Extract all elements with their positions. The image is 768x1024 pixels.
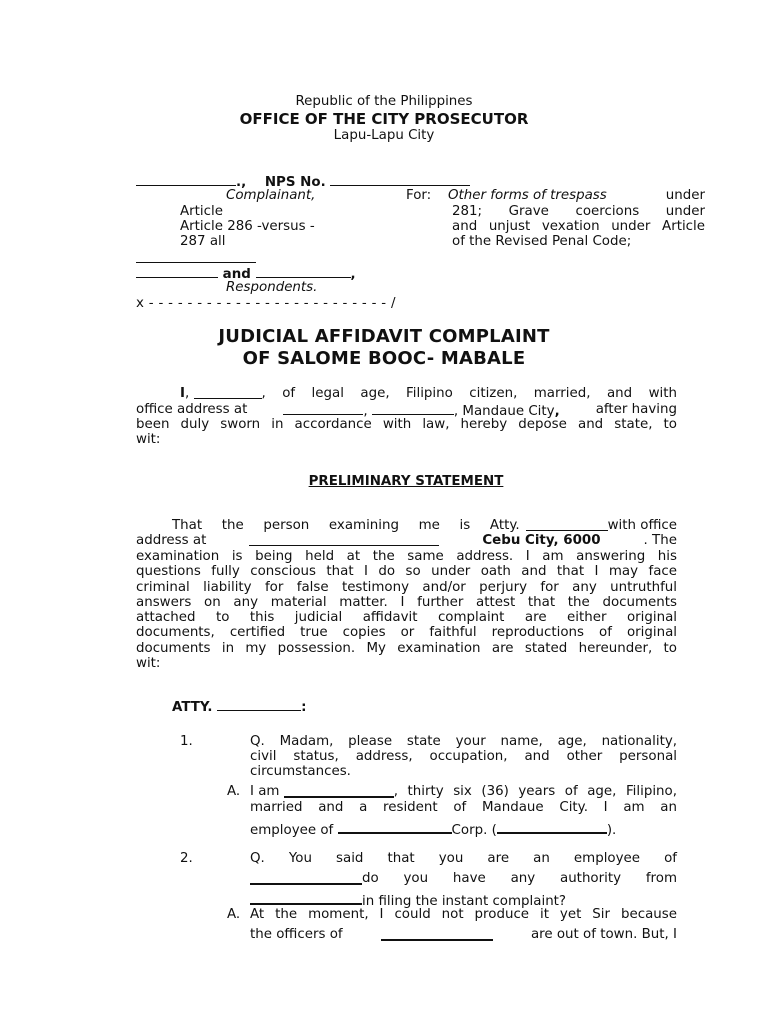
caption-left-3: 287 all [180,234,226,249]
q2-number: 2. [180,851,193,866]
offense-line: Other forms of trespass under [448,188,705,203]
a1-line-3: employee of Corp. ( ). [250,820,616,839]
caption-separator: x - - - - - - - - - - - - - - - - - - - - - - - - - / [136,296,396,311]
prelim-line-8: documents, certified true copies or faithful reproductions of original [136,625,677,640]
caption-right-2: and unjust vexation under Article [452,219,705,234]
prelim-line-2: address at Cebu City, 6000 . The [136,533,677,548]
q2-line-1: Q. You said that you are an employee of [250,851,677,866]
caption-right-1: 281; Grave coercions under [452,204,705,219]
office-heading: OFFICE OF THE CITY PROSECUTOR [239,110,529,128]
a1-letter: A. [227,784,241,799]
q2-line-2: do you have any authority from [250,871,677,887]
intro-line-1: I , , of legal age, Filipino citizen, married, and with [180,386,677,401]
a1-line-1: I am , thirty six (36) years of age, Filipino, [250,784,677,799]
prelim-line-5: criminal liability for false testimony and/or perjury for any untruthful [136,580,677,595]
nps-line: ., NPS No. [136,173,470,191]
prelim-line-3: examination is being held at the same address. I am answering his [136,549,677,564]
republic-heading: Republic of the Philippines [295,94,473,109]
q1-number: 1. [180,734,193,749]
atty-label: ATTY. : [172,700,307,715]
a2-line-2: the officers of are out of town. But, I [250,927,677,942]
prelim-line-10: wit: [136,656,161,671]
caption-right-3: of the Revised Penal Code; [452,234,632,249]
intro-line-2: office address at , , Mandaue City, after having [136,402,677,419]
affidavit-title-2: OF SALOME BOOC- MABALE [242,348,526,369]
a2-letter: A. [227,907,241,922]
for-label: For: [406,188,432,203]
a1-line-2: married and a resident of Mandaue City. I am an [250,800,677,815]
prelim-line-7: attached to this judicial affidavit complaint are either original [136,610,677,625]
prelim-line-1: That the person examining me is Atty. with office [172,518,677,533]
q1-line-1: Q. Madam, please state your name, age, nationality, [250,734,677,749]
caption-left-2: Article 286 -versus - [180,219,315,234]
caption-left-1: Article [180,204,223,219]
affidavit-title-1: JUDICIAL AFFIDAVIT COMPLAINT [218,326,550,347]
intro-line-4: wit: [136,432,161,447]
city-heading: Lapu-Lapu City [333,128,435,143]
a2-line-1: At the moment, I could not produce it yet Sir because [250,907,677,922]
q2-line-3: in filing the instant complaint? [250,891,566,910]
prelim-line-9: documents in my possession. My examination are stated hereunder, to [136,641,677,656]
q1-line-2: civil status, address, occupation, and other personal [250,749,677,764]
nps-label: NPS No. [264,175,326,190]
prelim-line-4: questions fully conscious that I do so under oath and that I may face [136,564,677,579]
respondents-label: Respondents. [226,280,318,295]
complainant-label: Complainant, [226,188,316,203]
prelim-line-6: answers on any material matter. I further attest that the documents [136,595,677,610]
q1-line-3: circumstances. [250,764,351,779]
intro-line-3: been duly sworn in accordance with law, hereby depose and state, to [136,417,677,432]
respondent-names: and , [136,265,356,283]
preliminary-heading: PRELIMINARY STATEMENT [308,474,504,489]
